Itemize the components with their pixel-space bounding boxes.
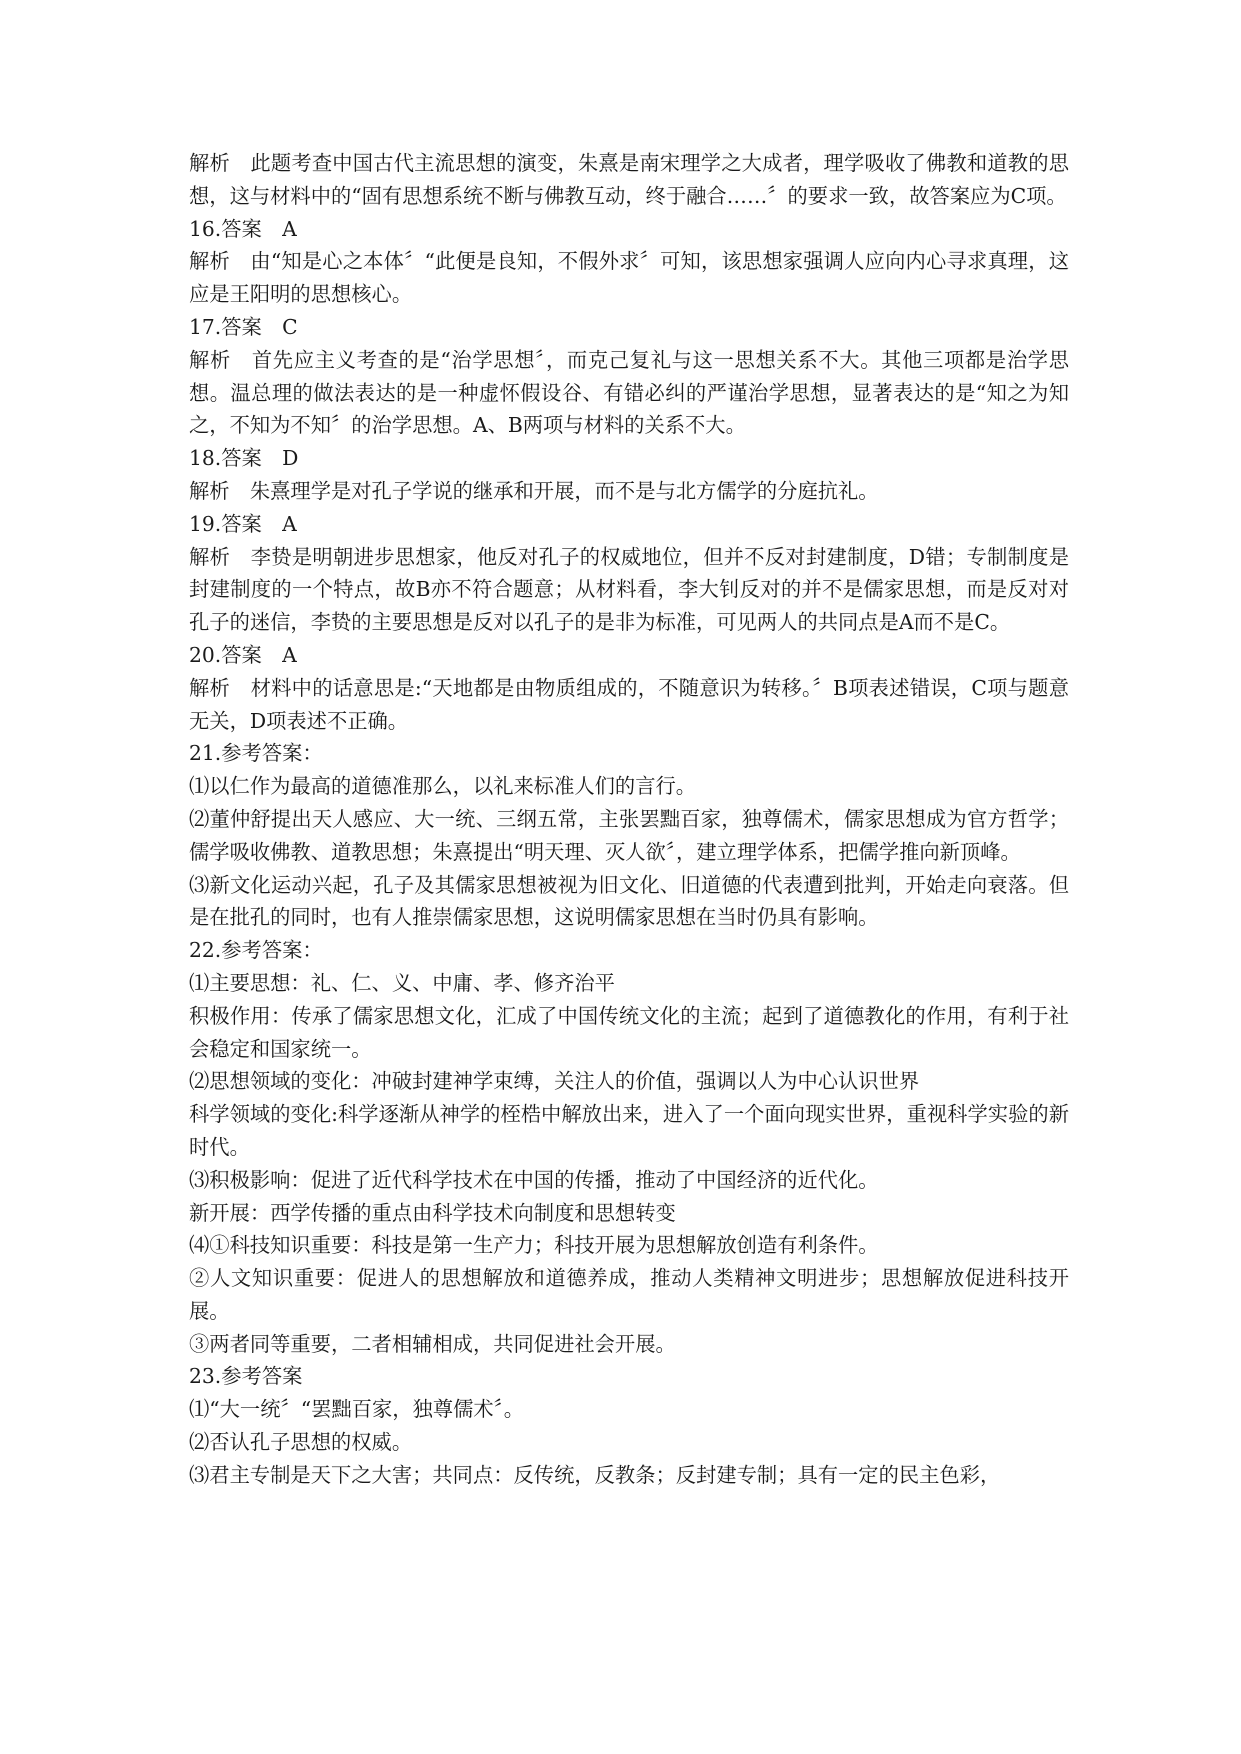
- answer-22-part-1-role: 积极作用：传承了儒家思想文化，汇成了中国传统文化的主流；起到了道德教化的作用，有利于社会稳定和国家统一。: [189, 1003, 1069, 1061]
- answer-21-part-3: ⑶新文化运动兴起，孔子及其儒家思想被视为旧文化、旧道德的代表遭到批判，开始走向衰落。但是在批孔的同时，也有人推崇儒家思想，这说明儒家思想在当时仍具有影响。: [189, 872, 1069, 930]
- answer-22-part-3: ⑶积极影响：促进了近代科学技术在中国的传播，推动了中国经济的近代化。: [189, 1167, 879, 1192]
- answer-16-heading: 16.答案 A: [189, 216, 297, 241]
- answer-22-part-4-c: ③两者同等重要，二者相辅相成，共同促进社会开展。: [189, 1331, 676, 1356]
- answer-22-part-4-a: ⑷①科技知识重要：科技是第一生产力；科技开展为思想解放创造有利条件。: [189, 1233, 879, 1258]
- analysis-18-text: 解析 朱熹理学是对孔子学说的继承和开展，而不是与北方儒学的分庭抗礼。: [189, 478, 879, 503]
- answer-21-part-1: ⑴以仁作为最高的道德准那么，以礼来标准人们的言行。: [189, 774, 697, 799]
- answer-22-part-2-science: 科学领域的变化:科学逐渐从神学的桎梏中解放出来，进入了一个面向现实世界，重视科学实验的新时代。: [189, 1102, 1069, 1159]
- answer-22-part-1: ⑴主要思想：礼、仁、义、中庸、孝、修齐治平: [189, 970, 615, 995]
- answer-22-part-3-new: 新开展：西学传播的重点由科学技术向制度和思想转变: [189, 1200, 676, 1225]
- answer-18-heading: 18.答案 D: [189, 446, 299, 471]
- analysis-17-text: 解析 首先应主义考查的是“治学思想〞，而克己复礼与这一思想关系不大。其他三项都是治学思想。温总理的做法表达的是一种虚怀假设谷、有错必纠的严谨治学思想，显著表达的是“知之为知之，不知为不知〞的治学思想。A、B两项与材料的关系不大。: [189, 347, 1069, 438]
- analysis-19-text: 解析 李贽是明朝进步思想家，他反对孔子的权威地位，但并不反对封建制度，D错；专制制度是封建制度的一个特点，故B亦不符合题意；从材料看，李大钊反对的并不是儒家思想，而是反对对孔子的迷信，李贽的主要思想是反对以孔子的是非为标准，可见两人的共同点是A而不是C。: [189, 544, 1069, 635]
- answer-22-part-2: ⑵思想领域的变化：冲破封建神学束缚，关注人的价值，强调以人为中心认识世界: [189, 1069, 920, 1094]
- answer-17-heading: 17.答案 C: [189, 314, 298, 339]
- analysis-20-text: 解析 材料中的话意思是:“天地都是由物质组成的，不随意识为转移。〞B项表述错误，C项与题意无关，D项表述不正确。: [189, 675, 1069, 733]
- reference-answer-21-heading: 21.参考答案：: [189, 741, 323, 766]
- document-page: [189, 147, 1069, 1492]
- answer-23-part-3: ⑶君主专制是天下之大害；共同点：反传统，反教条；反封建专制；具有一定的民主色彩，: [189, 1462, 1001, 1487]
- answer-22-part-4-b: ②人文知识重要：促进人的思想解放和道德养成，推动人类精神文明进步；思想解放促进科技开展。: [189, 1266, 1069, 1323]
- answer-19-heading: 19.答案 A: [189, 511, 297, 536]
- analysis-15-text: 解析 此题考查中国古代主流思想的演变，朱熹是南宋理学之大成者，理学吸收了佛教和道教的思想，这与材料中的“固有思想系统不断与佛教互动，终于融合……〞的要求一致，故答案应为C项。: [189, 151, 1069, 208]
- answer-20-heading: 20.答案 A: [189, 642, 297, 667]
- answer-21-part-2: ⑵董仲舒提出天人感应、大一统、三纲五常，主张罢黜百家，独尊儒术，儒家思想成为官方哲学；儒学吸收佛教、道教思想；朱熹提出“明天理、灭人欲〞，建立理学体系，把儒学推向新顶峰。: [189, 806, 1069, 864]
- answer-23-part-2: ⑵否认孔子思想的权威。: [189, 1430, 413, 1455]
- reference-answer-23-heading: 23.参考答案: [189, 1364, 303, 1389]
- analysis-16-text: 解析 由“知是心之本体〞“此便是良知，不假外求〞可知，该思想家强调人应向内心寻求真理，这应是王阳明的思想核心。: [189, 249, 1069, 307]
- answer-23-part-1: ⑴“大一统〞“罢黜百家，独尊儒术〞。: [189, 1397, 525, 1422]
- reference-answer-22-heading: 22.参考答案：: [189, 938, 323, 963]
